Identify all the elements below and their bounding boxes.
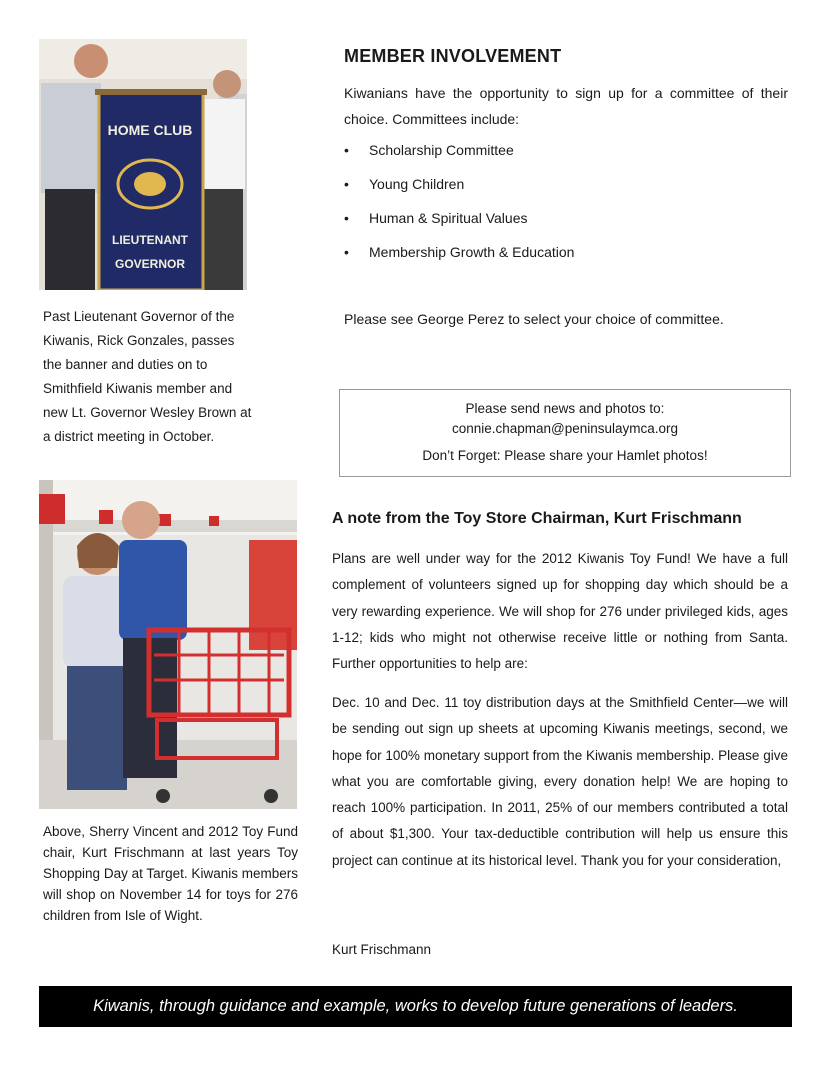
banner-line-1: HOME CLUB	[107, 122, 193, 138]
toy-store-signature: Kurt Frischmann	[332, 942, 432, 957]
hamlet-photos-reminder: Don’t Forget: Please share your Hamlet photos!	[422, 448, 708, 463]
banner-line-2: LIEUTENANT	[112, 233, 188, 247]
toy-shopping-illustration	[39, 480, 297, 809]
kiwanis-motto-banner	[39, 986, 792, 1027]
contact-email: connie.chapman@peninsulaymca.org	[451, 421, 679, 436]
committee-item: • Young Children	[344, 176, 574, 210]
committee-contact-note: Please see George Perez to select your choice of committee.	[344, 311, 724, 327]
toy-store-note-heading: A note from the Toy Store Chairman, Kurt Frischmann	[332, 510, 742, 527]
kiwanis-motto: Kiwanis, through guidance and example, works to develop future generations of leaders.	[93, 997, 738, 1015]
committee-item: • Membership Growth & Education	[344, 244, 574, 278]
member-involvement-heading: MEMBER INVOLVEMENT	[344, 46, 562, 66]
banner-photo-caption: Past Lieutenant Governor of the Kiwanis, Rick Gonzales, passes the banner and duties on to Smithfield Kiwanis member and new Lt. Governor Wesley Brown at a district meeting in October.	[43, 309, 252, 444]
committee-item: • Human & Spiritual Values	[344, 210, 574, 244]
banner-line-3: GOVERNOR	[114, 257, 186, 271]
banner-handoff-illustration	[39, 39, 247, 290]
toy-shopping-photo	[39, 480, 297, 809]
news-submission-text: Please send news and photos to:	[465, 401, 665, 416]
banner-handoff-photo	[39, 39, 247, 290]
toy-fund-paragraph-1: Plans are well under way for the 2012 Kiwanis Toy Fund! We have a full complement of volunteers signed up for shopping day which should be a very rewarding experience. We will shop for 276 under privileged kids, ages 1-12; kids who might not otherwise receive little or nothing from Santa. Further opportunities to help are:	[332, 551, 788, 672]
news-submission-box	[339, 389, 791, 477]
toy-fund-paragraph-2: Dec. 10 and Dec. 11 toy distribution days at the Smithfield Center—we will be sending out sign up sheets at upcoming Kiwanis meetings, second, we hope for 100% monetary support from the Kiwanis membership. Please give what you are comfortable giving, every donation help! We are hoping to reach 100% participation. In 2011, 25% of our members contributed a total of about $1,300. Your tax-deductible contribution will help us ensure this project can continue at its historical level. Thank you for your consideration,	[332, 695, 788, 868]
member-involvement-intro: Kiwanians have the opportunity to sign up for a committee of their choice. Committees include:	[344, 85, 788, 127]
committee-item: • Scholarship Committee	[344, 142, 574, 176]
committee-list	[344, 142, 574, 278]
toy-shopping-photo-caption: Above, Sherry Vincent and 2012 Toy Fund chair, Kurt Frischmann at last years Toy Shopping Day at Target. Kiwanis members will shop on November 14 for toys for 276 children from Isle of Wight.	[43, 824, 298, 923]
